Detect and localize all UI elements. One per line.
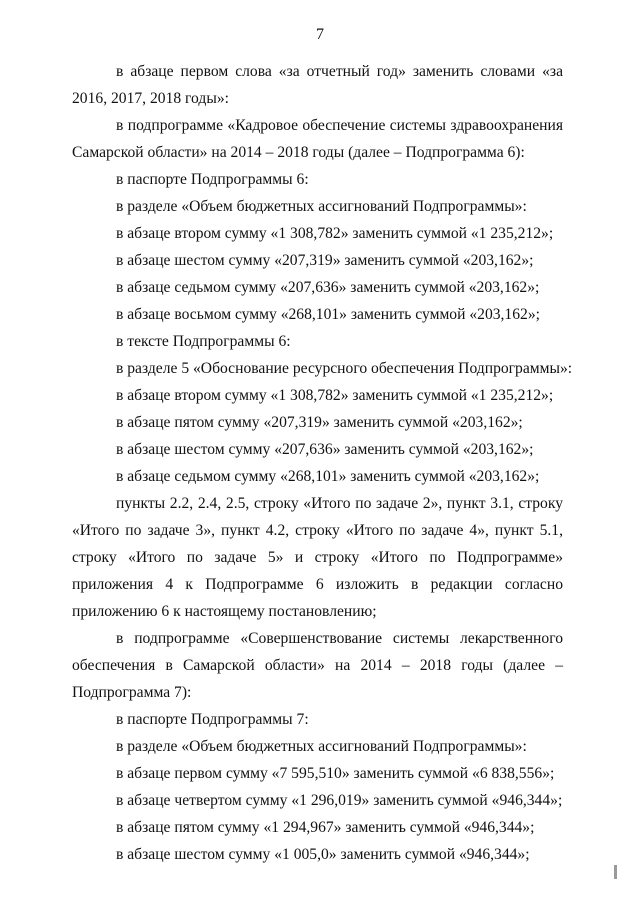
paragraph: пункты 2.2, 2.4, 2.5, строку «Итого по задаче 2», пункт 3.1, строку «Итого по задаче 3», пункт 4.2, строку «Итого по задаче 4», пункт 5.1, строку «Итого по задаче 5» и строку «Итого по Подпрограмме» приложения 4 к Подпрограмме 6 изложить в редакции согласно приложению 6 к настоящему постановлению; [72,495,563,620]
document-body [72,58,573,868]
paragraph: в абзаце шестом сумму «1 005,0» заменить суммой «946,344»; [116,846,530,863]
paragraph: в паспорте Подпрограммы 6: [116,171,309,188]
paragraph: в абзаце втором сумму «1 308,782» заменить суммой «1 235,212»; [116,225,554,242]
paragraph: в разделе «Объем бюджетных ассигнований Подпрограммы»: [116,198,527,215]
paragraph: в подпрограмме «Кадровое обеспечение системы здравоохранения Самарской области» на 2014 – 2018 годы (далее – Подпрограмма 6): [72,117,563,161]
paragraph: в паспорте Подпрограммы 7: [116,711,309,728]
paragraph: в абзаце первом сумму «7 595,510» заменить суммой «6 838,556»; [116,765,555,782]
paragraph: в абзаце шестом сумму «207,319» заменить суммой «203,162»; [116,252,534,269]
paragraph: в абзаце седьмом сумму «268,101» заменить суммой «203,162»; [116,468,540,485]
paragraph: в разделе «Объем бюджетных ассигнований Подпрограммы»: [116,738,527,755]
paragraph: в подпрограмме «Совершенствование системы лекарственного обеспечения в Самарской области» на 2014 – 2018 годы (далее – Подпрограмма 7): [72,630,563,701]
scan-artifact-mark [614,865,617,879]
paragraph: в абзаце пятом сумму «1 294,967» заменить суммой «946,344»; [116,819,535,836]
paragraph: в абзаце первом слова «за отчетный год» заменить словами «за 2016, 2017, 2018 годы»: [72,63,563,107]
paragraph: в тексте Подпрограммы 6: [116,333,291,350]
paragraph: в абзаце восьмом сумму «268,101» заменить суммой «203,162»; [116,306,540,323]
paragraph: в абзаце седьмом сумму «207,636» заменить суммой «203,162»; [116,279,540,296]
paragraph: в абзаце четвертом сумму «1 296,019» заменить суммой «946,344»; [116,792,563,809]
paragraph: в абзаце шестом сумму «207,636» заменить суммой «203,162»; [116,441,534,458]
paragraph: в разделе 5 «Обоснование ресурсного обеспечения Подпрограммы»: [116,360,573,377]
page-number: 7 [316,26,324,43]
paragraph: в абзаце пятом сумму «207,319» заменить суммой «203,162»; [116,414,523,431]
paragraph: в абзаце втором сумму «1 308,782» заменить суммой «1 235,212»; [116,387,554,404]
